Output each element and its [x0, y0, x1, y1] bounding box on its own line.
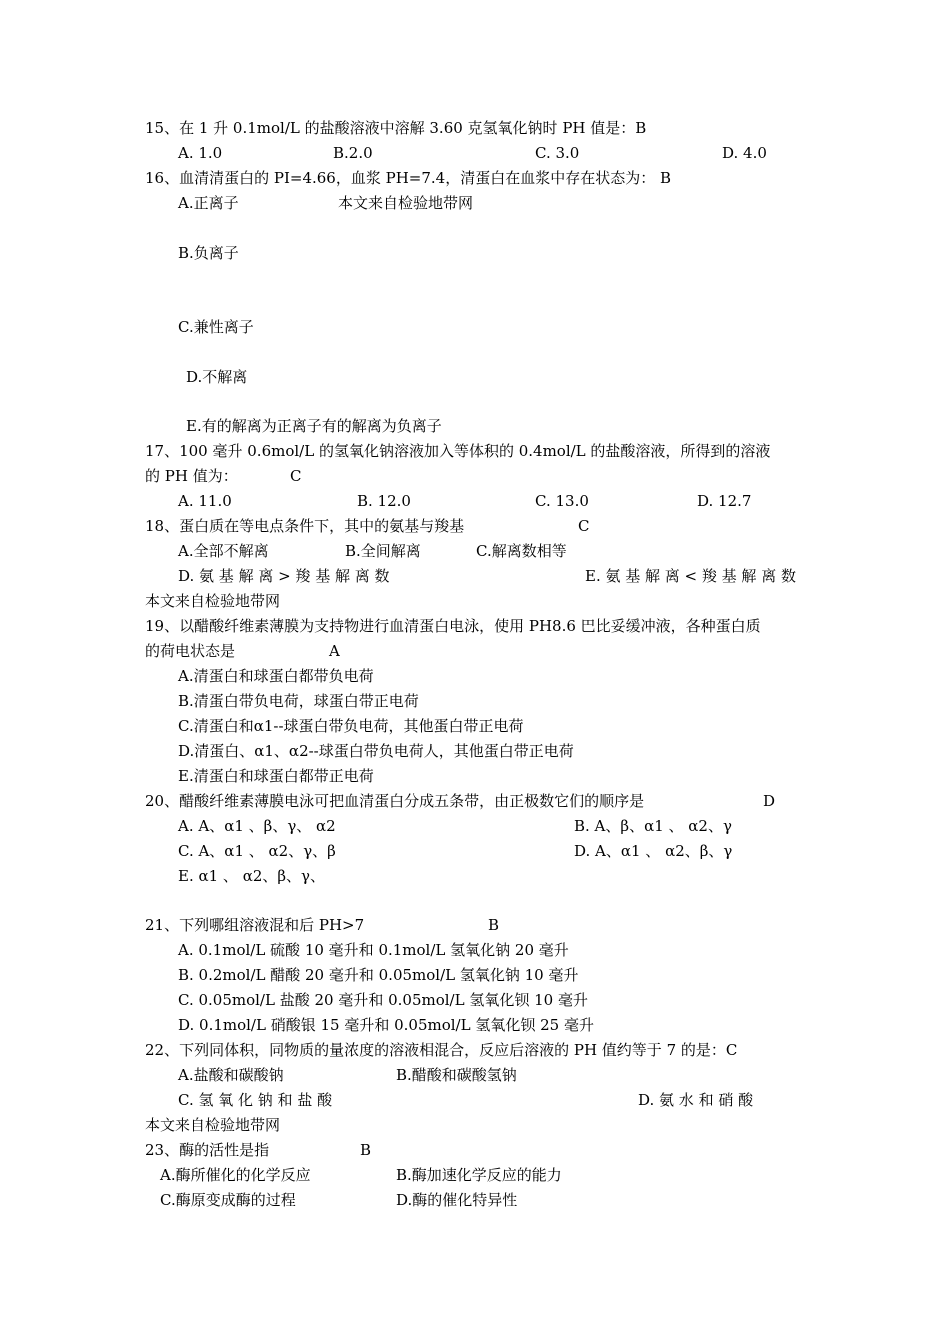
q16-option-d: D.不解离	[186, 368, 248, 386]
question-19-stem-cont: 的荷电状态是	[145, 642, 236, 660]
q19-option-c: C.清蛋白和α1--球蛋白带负电荷，其他蛋白带正电荷	[178, 717, 524, 735]
question-22-stem: 22、下列同体积，同物质的量浓度的溶液相混合，反应后溶液的 PH 值约等于 7 的是：C	[145, 1041, 738, 1059]
q19-option-d: D.清蛋白、α1、α2--球蛋白带负电荷人，其他蛋白带正电荷	[178, 742, 574, 760]
q22-option-b: B.醋酸和碳酸氢钠	[396, 1066, 517, 1084]
question-21-stem: 21、下列哪组溶液混和后 PH>7	[145, 916, 365, 934]
q22-option-d: D. 氨 水 和 硝 酸	[638, 1091, 754, 1109]
q20-option-a: A. A、α1 、β、γ、 α2	[178, 817, 336, 835]
q23-answer: B	[360, 1141, 372, 1159]
q18-option-e: E. 氨 基 解 离 < 羧 基 解 离 数	[585, 567, 796, 585]
q20-option-d: D. A、α1 、 α2、β、γ	[574, 842, 733, 860]
q19-answer: A	[329, 642, 340, 660]
question-17-stem-cont: 的 PH 值为：	[145, 467, 238, 485]
q19-option-e: E.清蛋白和球蛋白都带正电荷	[178, 767, 374, 785]
question-15-stem: 15、在 1 升 0.1mol/L 的盐酸溶液中溶解 3.60 克氢氧化钠时 PH 值是：B	[145, 119, 647, 137]
q21-option-c: C. 0.05mol/L 盐酸 20 毫升和 0.05mol/L 氢氧化钡 10 毫升	[178, 991, 588, 1009]
q19-option-a: A.清蛋白和球蛋白都带负电荷	[178, 667, 374, 685]
watermark-text: 本文来自检验地带网	[338, 194, 474, 212]
question-19-stem: 19、以醋酸纤维素薄膜为支持物进行血清蛋白电泳，使用 PH8.6 巴比妥缓冲液，各种蛋白质	[145, 617, 761, 635]
question-20-stem: 20、醋酸纤维素薄膜电泳可把血清蛋白分成五条带，由正极数它们的顺序是	[145, 792, 645, 810]
q21-answer: B	[488, 916, 500, 934]
q17-option-a: A. 11.0	[178, 492, 232, 510]
q22-option-c: C. 氢 氧 化 钠 和 盐 酸	[178, 1091, 333, 1109]
q17-option-c: C. 13.0	[535, 492, 589, 510]
q18-option-a: A.全部不解离	[178, 542, 269, 560]
q23-option-c: C.酶原变成酶的过程	[160, 1191, 296, 1209]
q16-option-b: B.负离子	[178, 244, 239, 262]
q16-option-e: E.有的解离为正离子有的解离为负离子	[186, 417, 442, 435]
q23-option-b: B.酶加速化学反应的能力	[396, 1166, 562, 1184]
q17-answer: C	[290, 467, 302, 485]
q17-option-b: B. 12.0	[357, 492, 411, 510]
q15-option-b: B.2.0	[333, 144, 373, 162]
q15-option-d: D. 4.0	[722, 144, 767, 162]
question-16-stem: 16、血清清蛋白的 PI=4.66，血浆 PH=7.4，清蛋白在血浆中存在状态为： B	[145, 169, 671, 187]
q22-option-a: A.盐酸和碳酸钠	[178, 1066, 284, 1084]
q16-option-a: A.正离子	[178, 194, 239, 212]
q18-option-c: C.解离数相等	[476, 542, 567, 560]
q19-option-b: B.清蛋白带负电荷，球蛋白带正电荷	[178, 692, 419, 710]
q23-option-a: A.酶所催化的化学反应	[160, 1166, 311, 1184]
q20-option-b: B. A、β、α1 、 α2、γ	[574, 817, 732, 835]
q20-option-c: C. A、α1 、 α2、γ、β	[178, 842, 336, 860]
watermark-text: 本文来自检验地带网	[145, 592, 281, 610]
q20-option-e: E. α1 、 α2、β、γ、	[178, 867, 326, 885]
q21-option-d: D. 0.1mol/L 硝酸银 15 毫升和 0.05mol/L 氢氧化钡 25 毫升	[178, 1016, 594, 1034]
q18-answer: C	[578, 517, 590, 535]
watermark-text: 本文来自检验地带网	[145, 1116, 281, 1134]
q21-option-b: B. 0.2mol/L 醋酸 20 毫升和 0.05mol/L 氢氧化钠 10 毫升	[178, 966, 579, 984]
q20-answer: D	[763, 792, 776, 810]
q16-option-c: C.兼性离子	[178, 318, 254, 336]
q21-option-a: A. 0.1mol/L 硫酸 10 毫升和 0.1mol/L 氢氧化钠 20 毫升	[178, 941, 569, 959]
q15-option-c: C. 3.0	[535, 144, 580, 162]
q17-option-d: D. 12.7	[697, 492, 752, 510]
question-17-stem: 17、100 毫升 0.6mol/L 的氢氧化钠溶液加入等体积的 0.4mol/L 的盐酸溶液，所得到的溶液	[145, 442, 771, 460]
q18-option-d: D. 氨 基 解 离 > 羧 基 解 离 数	[178, 567, 390, 585]
q15-option-a: A. 1.0	[178, 144, 223, 162]
q18-option-b: B.全间解离	[345, 542, 421, 560]
question-23-stem: 23、酶的活性是指	[145, 1141, 270, 1159]
q23-option-d: D.酶的催化特异性	[396, 1191, 518, 1209]
question-18-stem: 18、蛋白质在等电点条件下，其中的氨基与羧基	[145, 517, 465, 535]
